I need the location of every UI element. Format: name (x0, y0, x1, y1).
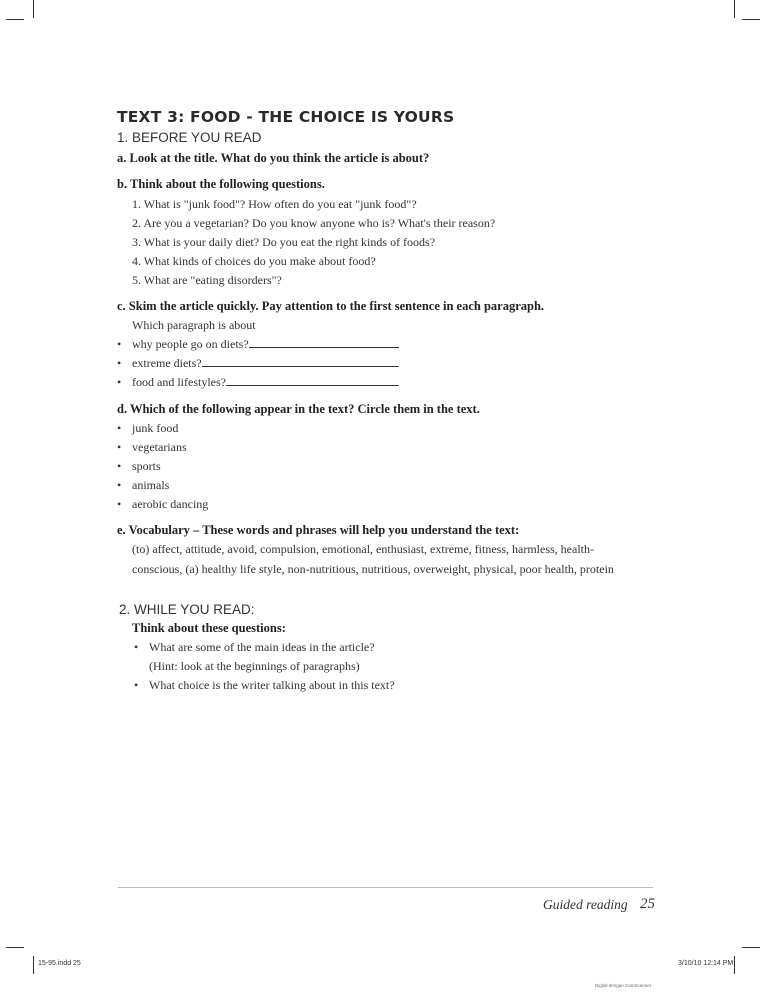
crop-mark (33, 0, 34, 18)
question-c-item (132, 375, 399, 390)
question-b-item: 4. What kinds of choices do you make about food? (132, 254, 376, 268)
file-slug: 15-95.indd 25 (38, 960, 81, 967)
question-d-item: • animals (132, 478, 169, 493)
section-2-subheading: Think about these questions: (132, 621, 286, 635)
question-c-item-text: extreme diets? (132, 356, 202, 370)
question-d-item: • junk food (132, 421, 178, 436)
page-title: TEXT 3: FOOD - THE CHOICE IS YOURS (117, 108, 455, 126)
question-d-item: • sports (132, 459, 161, 474)
question-d-heading: d. Which of the following appear in the text? Circle them in the text. (117, 402, 480, 416)
crop-mark (742, 19, 760, 20)
section-2-question: • What are some of the main ideas in the article? (149, 640, 375, 655)
question-c-item (132, 356, 399, 371)
footer-label: Guided reading (543, 897, 628, 912)
section-2-hint: (Hint: look at the beginnings of paragraphs) (149, 659, 360, 673)
crop-mark (6, 947, 24, 948)
question-e-heading: e. Vocabulary – These words and phrases will help you understand the text: (117, 523, 520, 537)
question-c-intro: Which paragraph is about (132, 318, 256, 332)
section-before-you-read-heading: 1. BEFORE YOU READ (117, 130, 262, 145)
page-number: 25 (640, 896, 655, 912)
answer-blank[interactable] (249, 337, 399, 348)
vocabulary-list: (to) affect, attitude, avoid, compulsion, emotional, enthusiast, extreme, fitness, harmless, health- (132, 542, 594, 556)
answer-blank[interactable] (226, 375, 399, 386)
question-d-item: • aerobic dancing (132, 497, 208, 512)
crop-mark (734, 0, 735, 18)
print-date: 3/10/10 12:14 PM (678, 960, 734, 967)
question-d-item: • vegetarians (132, 440, 187, 455)
question-c-item (132, 337, 399, 352)
crop-mark (33, 956, 34, 974)
question-c-heading: c. Skim the article quickly. Pay attention to the first sentence in each paragraph. (117, 299, 545, 313)
answer-blank[interactable] (202, 356, 399, 367)
footer-rule (118, 887, 653, 888)
crop-mark (742, 947, 760, 948)
question-b-item: 3. What is your daily diet? Do you eat the right kinds of foods? (132, 235, 436, 249)
question-b-heading: b. Think about the following questions. (117, 177, 325, 191)
question-c-item-text: food and lifestyles? (132, 375, 226, 389)
section-while-you-read-heading: 2. WHILE YOU READ: (119, 602, 255, 617)
question-b-item: 5. What are "eating disorders"? (132, 273, 282, 287)
crop-mark (6, 19, 24, 20)
question-b-item: 1. What is "junk food"? How often do you eat "junk food"? (132, 197, 417, 211)
question-c-item-text: why people go on diets? (132, 337, 249, 351)
vocabulary-list: conscious, (a) healthy life style, non-nutritious, nutritious, overweight, physical, poor health, protein (132, 562, 614, 576)
question-b-item: 2. Are you a vegetarian? Do you know anyone who is? What's their reason? (132, 216, 496, 230)
section-2-question: • What choice is the writer talking about in this text? (149, 678, 395, 693)
crop-mark (734, 956, 735, 974)
scanner-credit: Digital dengan CamScanner (595, 983, 652, 988)
question-a: a. Look at the title. What do you think the article is about? (117, 151, 430, 165)
